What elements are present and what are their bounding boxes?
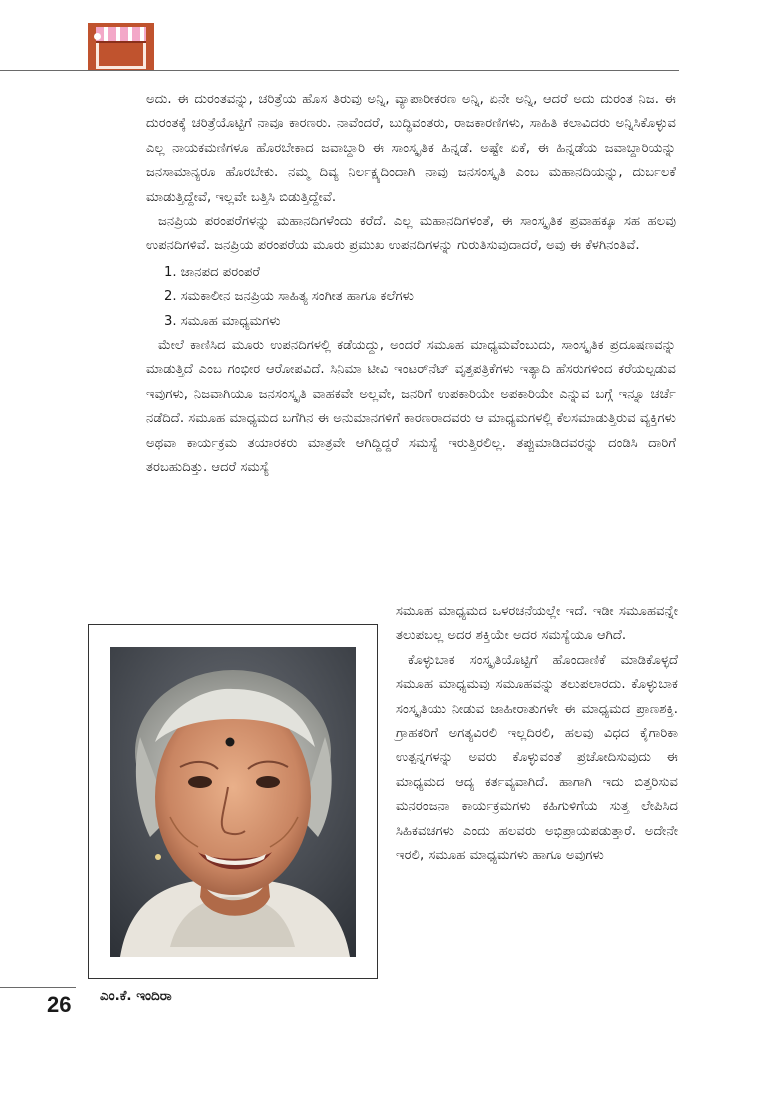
article-body <box>146 88 676 481</box>
list-item: 3. ಸಮೂಹ ಮಾಧ್ಯಮಗಳು <box>164 313 281 329</box>
awning-shape <box>96 27 146 43</box>
portrait-illustration <box>110 647 356 957</box>
list-item: 1. ಜಾನಪದ ಪರಂಪರೆ <box>164 264 261 280</box>
right-paragraph-1: ಸಮೂಹ ಮಾಧ್ಯಮದ ಒಳರಚನೆಯಲ್ಲೇ ಇದೆ. ಇಡೀ ಸಮೂಹವನ್ನೇ ತಲುಪಬಲ್ಲ ಅದರ ಶಕ್ತಿಯೇ ಅದರ ಸಮಸ್ಯೆಯೂ ಆಗಿದೆ. <box>396 604 678 644</box>
right-column <box>396 600 678 868</box>
paragraph-3: ಮೇಲೆ ಕಾಣಿಸಿದ ಮೂರು ಉಪನದಿಗಳಲ್ಲಿ ಕಡೆಯದ್ದು, ಅಂದರೆ ಸಮೂಹ ಮಾಧ್ಯಮವೆಂಬುದು, ಸಾಂಸ್ಕೃತಿಕ ಪ್ರದೂಷಣವನ್ನು ಮಾಡುತ್ತಿದೆ ಎಂಬ ಗಂಭೀರ ಆರೋಪವಿದೆ. ಸಿನಿಮಾ ಟೀವಿ ಇಂಟರ್‌ನೆಟ್ ವೃತ್ತಪತ್ರಿಕೆಗಳು ಇತ್ಯಾದಿ ಹೆಸರುಗಳಿಂದ ಕರೆಯಲ್ಪಡುವ ಇವುಗಳು, ನಿಜವಾಗಿಯೂ ಜನಸಂಸ್ಕೃತಿ ವಾಹಕವೇ ಅಲ್ಲವೇ, ಜನರಿಗೆ ಉಪಕಾರಿಯೇ ಅಪಕಾರಿಯೇ ಎನ್ನುವ ಬಗ್ಗೆ ಇನ್ನೂ ಚರ್ಚೆ ನಡೆದಿದೆ. ಸಮೂಹ ಮಾಧ್ಯಮದ ಬಗೆಗಿನ ಈ ಅನುಮಾನಗಳಿಗೆ ಕಾರಣರಾದವರು ಆ ಮಾಧ್ಯಮಗಳಲ್ಲಿ ಕೆಲಸಮಾಡುತ್ತಿರುವ ವ್ಯಕ್ತಿಗಳು ಅಥವಾ ಕಾರ್ಯಕ್ರಮ ತಯಾರಕರು ಮಾತ್ರವೇ ಆಗಿದ್ದಿದ್ದರೆ ಸಮಸ್ಯೆ ಇರುತ್ತಿರಲಿಲ್ಲ. ತಪ್ಪುಮಾಡಿದವರನ್ನು ದಂಡಿಸಿ ದಾರಿಗೆ ತರಬಹುದಿತ್ತು. ಆದರೆ ಸಮಸ್ಯೆ <box>146 338 676 476</box>
page-number: 26 <box>47 992 72 1017</box>
photo-frame <box>88 624 378 979</box>
paragraph-2: ಜನಪ್ರಿಯ ಪರಂಪರೆಗಳನ್ನು ಮಹಾನದಿಗಳೆಂದು ಕರೆದೆ. ಎಲ್ಲ ಮಹಾನದಿಗಳಂತೆ, ಈ ಸಾಂಸ್ಕೃತಿಕ ಪ್ರವಾಹಕ್ಕೂ ಸಹ ಹಲವು ಉಪನದಿಗಳಿವೆ. ಜನಪ್ರಿಯ ಪರಂಪರೆಯ ಮೂರು ಪ್ರಮುಖ ಉಪನದಿಗಳನ್ನು ಗುರುತಿಸುವುದಾದರೆ, ಅವು ಈ ಕೆಳಗಿನಂತಿವೆ. <box>146 214 676 254</box>
header-rule <box>0 70 679 71</box>
photo-caption: ಎಂ.ಕೆ. ಇಂದಿರಾ <box>100 988 172 1004</box>
paragraph-1: ಅದು. ಈ ದುರಂತವನ್ನು, ಚರಿತ್ರೆಯ ಹೊಸ ತಿರುವು ಅನ್ನಿ, ವ್ಯಾಪಾರೀಕರಣ ಅನ್ನಿ, ಏನೇ ಅನ್ನಿ, ಆದರೆ ಅದು ದುರಂತ ನಿಜ. ಈ ದುರಂತಕ್ಕೆ ಚರಿತ್ರೆಯೊಟ್ಟಿಗೆ ನಾವೂ ಕಾರಣರು. ನಾವೆಂದರೆ, ಬುದ್ಧಿವಂತರು, ರಾಜಕಾರಣಿಗಳು, ಸಾಹಿತಿ ಕಲಾವಿದರು ಅನ್ನಿಸಿಕೊಳ್ಳುವ ಎಲ್ಲ ನಾಯಕಮಣಿಗಳೂ ಹೊರಬೇಕಾದ ಜವಾಬ್ದಾರಿ ಈ ಸಾಂಸ್ಕೃತಿಕ ಹಿನ್ನಡೆ. ಅಷ್ಟೇ ಏಕೆ, ಈ ಹಿನ್ನಡೆಯ ಜವಾಬ್ದಾರಿಯನ್ನು ಜನಸಾಮಾನ್ಯರೂ ಹೊರಬೇಕು. ನಮ್ಮ ದಿವ್ಯ ನಿರ್ಲಕ್ಷ್ಯದಿಂದಾಗಿ ನಾವು ಜನಸಂಸ್ಕೃತಿ ಎಂಬ ಮಹಾನದಿಯನ್ನು, ದುರ್ಬಲಕೆ ಮಾಡುತ್ತಿದ್ದೇವೆ, ಇಲ್ಲವೇ ಬತ್ತಿಸಿ ಬಿಡುತ್ತಿದ್ದೇವೆ. <box>146 92 676 205</box>
list-item: 2. ಸಮಕಾಲೀನ ಜನಪ್ರಿಯ ಸಾಹಿತ್ಯ ಸಂಗೀತ ಹಾಗೂ ಕಲೆಗಳು <box>164 289 414 305</box>
lamp-dot <box>94 33 101 40</box>
magazine-logo-icon <box>88 23 154 71</box>
right-paragraph-2: ಕೊಳ್ಳುಬಾಕ ಸಂಸ್ಕೃತಿಯೊಟ್ಟಿಗೆ ಹೊಂದಾಣಿಕೆ ಮಾಡಿಕೊಳ್ಳದೆ ಸಮೂಹ ಮಾಧ್ಯಮವು ಸಮೂಹವನ್ನು ತಲುಪಲಾರದು. ಕೊಳ್ಳುಬಾಕ ಸಂಸ್ಕೃತಿಯು ನೀಡುವ ಜಾಹೀರಾತುಗಳೇ ಈ ಮಾಧ್ಯಮದ ಪ್ರಾಣಶಕ್ತಿ. ಗ್ರಾಹಕರಿಗೆ ಅಗತ್ಯವಿರಲಿ ಇಲ್ಲದಿರಲಿ, ಹಲವು ವಿಧದ ಕೈಗಾರಿಕಾ ಉತ್ಪನ್ನಗಳನ್ನು ಅವರು ಕೊಳ್ಳುವಂತೆ ಪ್ರಚೋದಿಸುವುದು ಈ ಮಾಧ್ಯಮದ ಆದ್ಯ ಕರ್ತವ್ಯವಾಗಿದೆ. ಹಾಗಾಗಿ ಇದು ಬಿತ್ತರಿಸುವ ಮನರಂಜನಾ ಕಾರ್ಯಕ್ರಮಗಳು ಕಹಿಗುಳಿಗೆಯ ಸುತ್ತ ಲೇಪಿಸಿದ ಸಿಹಿಕವಚಗಳು ಎಂದು ಹಲವರು ಅಭಿಪ್ರಾಯಪಡುತ್ತಾರೆ. ಅದೇನೇ ಇರಲಿ, ಸಮೂಹ ಮಾಧ್ಯಮಗಳು ಹಾಗೂ ಅವುಗಳು <box>396 652 678 864</box>
portrait-photo <box>110 647 356 957</box>
numbered-list <box>146 261 676 334</box>
stall-frame <box>96 43 146 69</box>
footer-rule <box>0 987 76 988</box>
